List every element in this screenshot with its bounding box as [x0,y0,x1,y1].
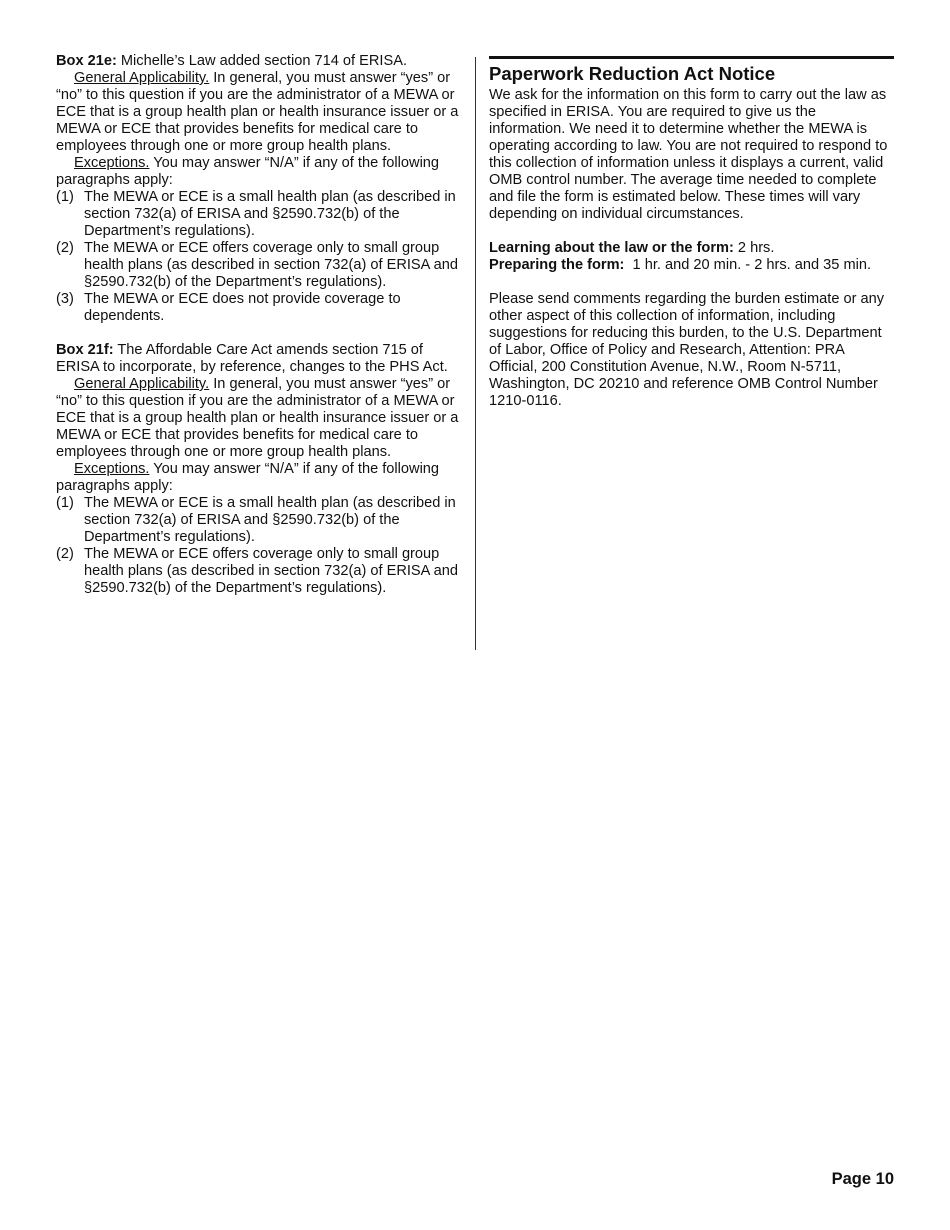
pra-intro: We ask for the information on this form to carry out the law as specified in ERISA. You are required to give us the information. We need it to determine whether the MEWA is operating according to law. You are not required to respond to this collection of information unless it displays a current, valid OMB control number. The average time needed to complete and file the form is estimated below. These times will vary depending on individual circumstances. [489,87,888,222]
list-item-number: (1) [56,189,74,205]
box21e-exceptions [56,155,466,189]
section-spacer [56,325,466,342]
list-item-number: (1) [56,495,74,511]
section-top-rule [489,56,894,59]
box21f-exceptions-text: You may answer “N/A” if any of the following paragraphs apply: [56,461,440,494]
box21e-exceptions-label: Exceptions. [74,155,150,171]
box21f-heading [56,342,466,376]
box21f-exceptions-list [56,495,466,597]
list-item [56,189,466,240]
box21f-exceptions-label: Exceptions. [74,461,150,477]
box21f-exceptions [56,461,466,495]
box21e-exceptions-list [56,189,466,325]
burden-learning [489,240,894,257]
burden-learning-value: 2 hrs. [733,240,775,256]
list-item-text: The MEWA or ECE offers coverage only to small group health plans (as described in section 732(a) of ERISA and §2590.732(b) of the Department’s regulations). [84,546,458,596]
list-item-number: (2) [56,240,74,256]
right-column [489,56,894,410]
burden-preparing-value: 1 hr. and 20 min. - 2 hrs. and 35 min. [624,257,872,273]
box21e-general-text: In general, you must answer “yes” or “no” to this question if you are the administrator of a MEWA or ECE that is a group health plan or health insurance issuer or a MEWA or ECE that provides benefits for medical care to employees through one or more group health plans. [56,70,459,154]
box21f-general-text: In general, you must answer “yes” or “no” to this question if you are the administrator of a MEWA or ECE that is a group health plan or health insurance issuer or a MEWA or ECE that provides benefits for medical care to employees through one or more group health plans. [56,376,459,460]
box21e-exceptions-text: You may answer “N/A” if any of the following paragraphs apply: [56,155,440,188]
list-item-number: (2) [56,546,74,562]
list-item-number: (3) [56,291,74,307]
box21f-label: Box 21f: [56,342,114,358]
burden-preparing-label: Preparing the form: [489,257,625,273]
box21e-heading [56,53,466,70]
burden-preparing [489,257,894,274]
left-column [56,53,466,597]
column-divider [475,57,476,650]
box21f-general-label: General Applicability. [74,376,210,392]
box21e-label: Box 21e: [56,53,117,69]
list-item [56,495,466,546]
section-spacer [489,223,894,240]
list-item [56,546,466,597]
burden-learning-label: Learning about the law or the form: [489,240,734,256]
box21f-text: The Affordable Care Act amends section 715 of ERISA to incorporate, by reference, changes to the PHS Act. [56,342,448,375]
list-item-text: The MEWA or ECE does not provide coverage to dependents. [84,291,401,324]
list-item-text: The MEWA or ECE is a small health plan (as described in section 732(a) of ERISA and §2590.732(b) of the Department’s regulations). [84,495,456,545]
list-item [56,240,466,291]
box21f-general-applicability [56,376,466,461]
box21e-general-label: General Applicability. [74,70,210,86]
list-item [56,291,466,325]
pra-notice-title: Paperwork Reduction Act Notice [489,63,776,84]
box21e-text: Michelle’s Law added section 714 of ERISA. [116,53,407,69]
page-number: Page 10 [831,1170,894,1188]
pra-comments: Please send comments regarding the burden estimate or any other aspect of this collection of information, including suggestions for reducing this burden, to the U.S. Department of Labor, Office of Policy and Research, Attention: PRA Official, 200 Constitution Avenue, N.W., Room N-5711, Washington, DC 20210 and reference OMB Control Number 1210-0116. [489,291,885,409]
list-item-text: The MEWA or ECE offers coverage only to small group health plans (as described in section 732(a) of ERISA and §2590.732(b) of the Department’s regulations). [84,240,458,290]
box21e-general-applicability [56,70,466,155]
list-item-text: The MEWA or ECE is a small health plan (as described in section 732(a) of ERISA and §2590.732(b) of the Department’s regulations). [84,189,456,239]
section-spacer [489,274,894,291]
